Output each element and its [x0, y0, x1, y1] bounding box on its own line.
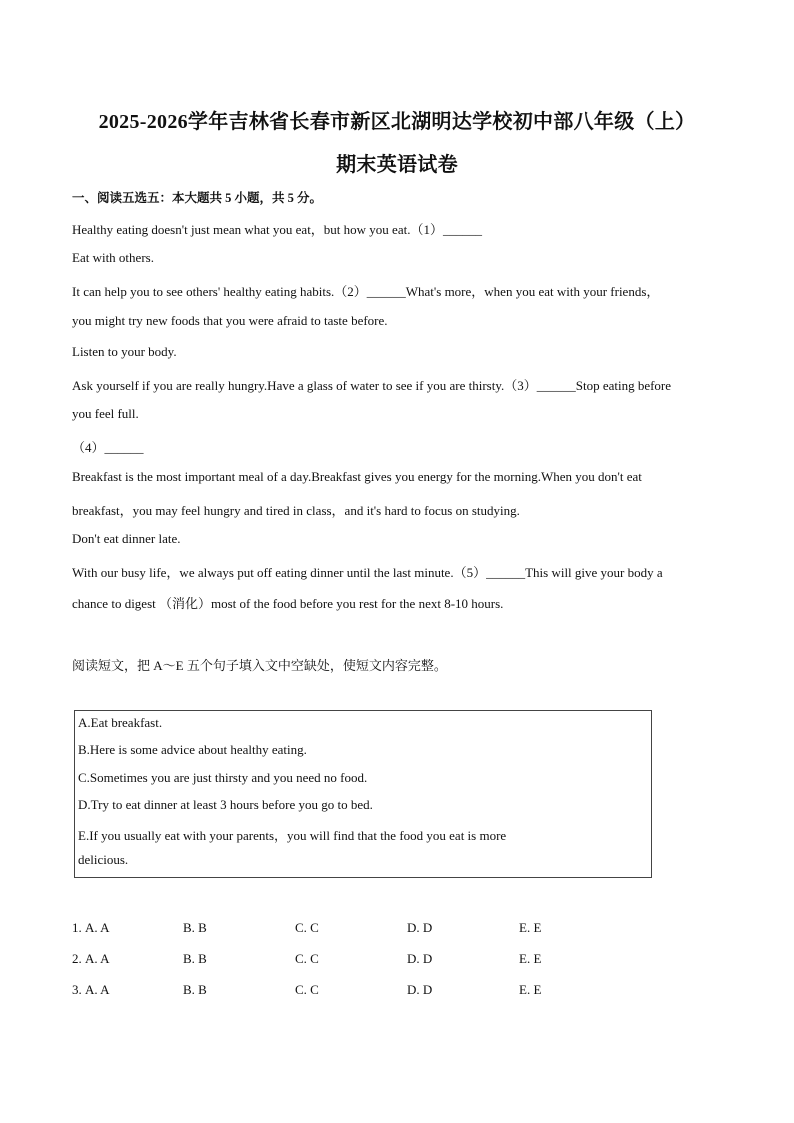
choice-a[interactable]: A. A	[85, 920, 110, 935]
choice-b[interactable]: B. B	[183, 920, 207, 935]
passage-line: Ask yourself if you are really hungry.Have a glass of water to see if you are thirsty.（3）______Stop eating before	[72, 378, 672, 393]
choice-e[interactable]: E. E	[519, 982, 542, 997]
option-a: A.Eat breakfast.	[78, 715, 163, 730]
exam-title-line2: 期末英语试卷	[336, 154, 458, 176]
section-header: 一、阅读五选五：本大题共 5 小题，共 5 分。	[72, 191, 323, 205]
choice-b[interactable]: B. B	[183, 951, 207, 966]
choice-e[interactable]: E. E	[519, 920, 542, 935]
passage-line: you might try new foods that you were afraid to taste before.	[72, 313, 388, 328]
question-row	[72, 951, 632, 969]
option-c: C.Sometimes you are just thirsty and you need no food.	[78, 770, 368, 785]
choice-a[interactable]: A. A	[85, 951, 110, 966]
question-number: 2.	[72, 951, 82, 966]
choice-c[interactable]: C. C	[295, 951, 319, 966]
choice-c[interactable]: C. C	[295, 982, 319, 997]
option-e: E.If you usually eat with your parents，you will find that the food you eat is more	[78, 828, 507, 843]
option-e-continued: delicious.	[78, 852, 129, 867]
choice-d[interactable]: D. D	[407, 920, 433, 935]
options-box	[74, 710, 652, 878]
passage-line: With our busy life，we always put off eating dinner until the last minute.（5）______This will give your body a	[72, 565, 663, 580]
choice-e[interactable]: E. E	[519, 951, 542, 966]
question-row	[72, 920, 632, 938]
choice-d[interactable]: D. D	[407, 951, 433, 966]
choice-c[interactable]: C. C	[295, 920, 319, 935]
choice-d[interactable]: D. D	[407, 982, 433, 997]
choice-a[interactable]: A. A	[85, 982, 110, 997]
passage-line: Healthy eating doesn't just mean what you eat，but how you eat.（1）______	[72, 222, 482, 237]
passage-line: Eat with others.	[72, 250, 154, 265]
passage-line: breakfast，you may feel hungry and tired in class，and it's hard to focus on studying.	[72, 503, 520, 518]
passage-line: you feel full.	[72, 406, 139, 421]
instruction-text: 阅读短文，把 A～E 五个句子填入文中空缺处，使短文内容完整。	[72, 658, 447, 673]
question-number: 1.	[72, 920, 82, 935]
exam-title-line1: 2025-2026学年吉林省长春市新区北湖明达学校初中部八年级（上）	[98, 111, 696, 133]
option-d: D.Try to eat dinner at least 3 hours before you go to bed.	[78, 797, 373, 812]
question-number: 3.	[72, 982, 82, 997]
passage-line: Listen to your body.	[72, 344, 177, 359]
question-row	[72, 982, 632, 1000]
passage-line: Breakfast is the most important meal of a day.Breakfast gives you energy for the morning.When you don't eat	[72, 469, 642, 484]
passage-line: chance to digest （消化）most of the food before you rest for the next 8-10 hours.	[72, 596, 504, 611]
passage-line: Don't eat dinner late.	[72, 531, 181, 546]
passage-line: It can help you to see others' healthy eating habits.（2）______What's more，when you eat with your friends，	[72, 284, 660, 299]
passage-line: （4）______	[72, 440, 144, 455]
choice-b[interactable]: B. B	[183, 982, 207, 997]
option-b: B.Here is some advice about healthy eating.	[78, 742, 307, 757]
